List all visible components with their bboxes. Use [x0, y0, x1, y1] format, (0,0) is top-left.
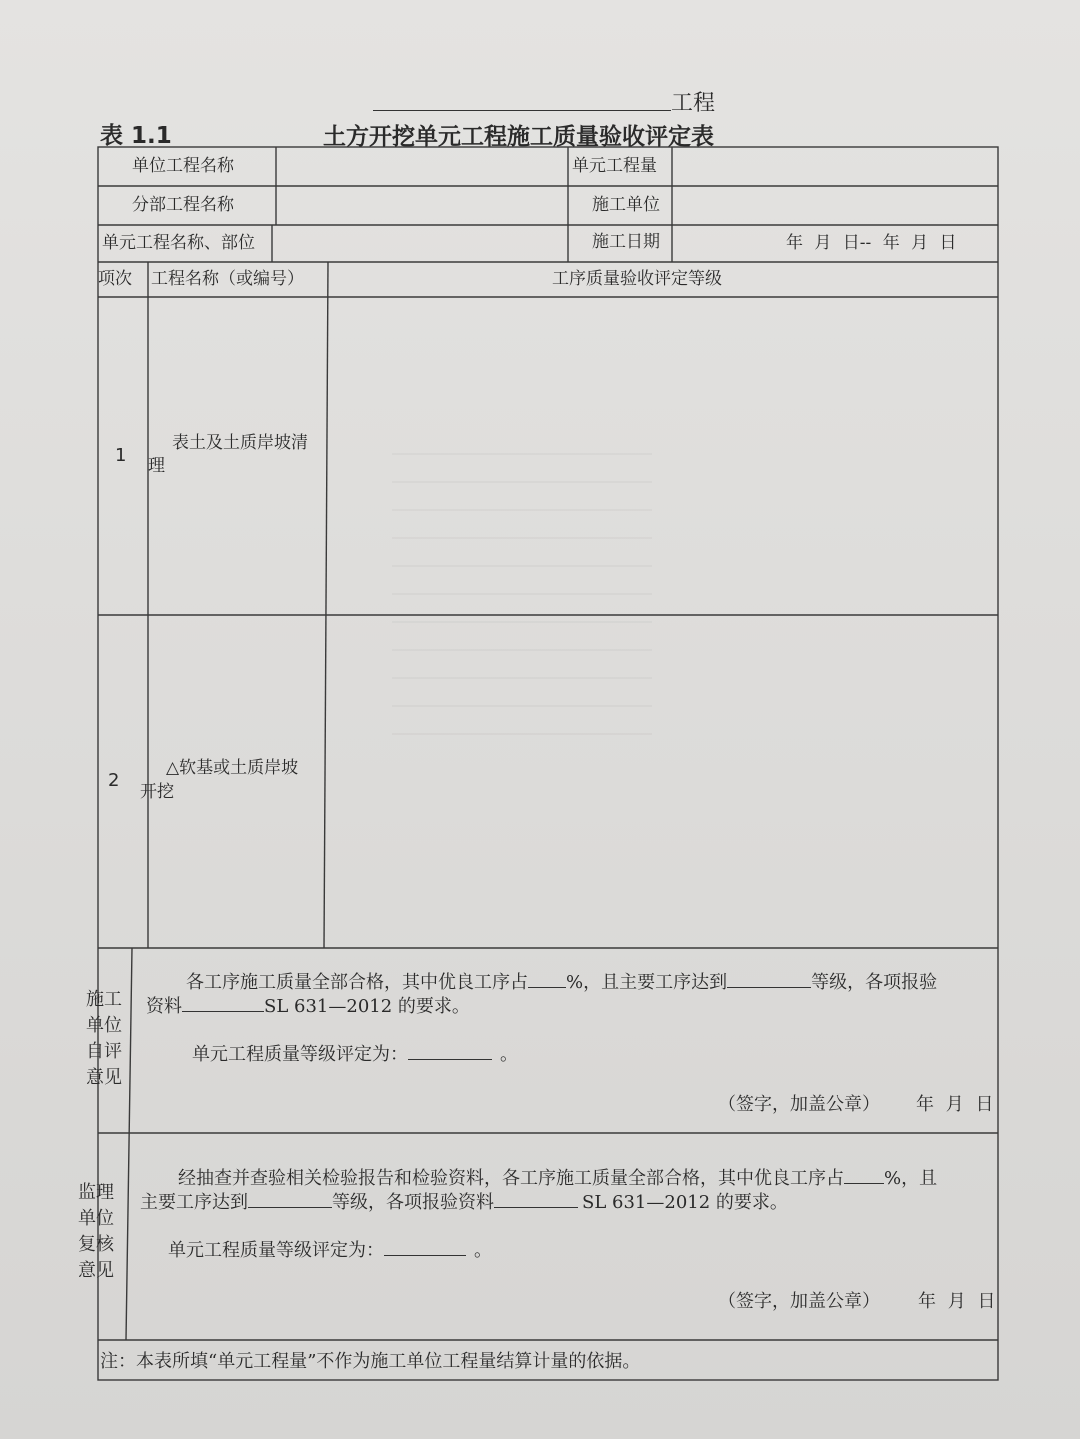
- row-1-name-line1: 表土及土质岸坡清: [172, 433, 308, 453]
- label-construction-date: 施工日期: [592, 232, 660, 252]
- col-item-name: 工程名称（或编号）: [151, 269, 304, 289]
- supervision-line2: 主要工序达到 等级，各项报验资料 SL 631—2012 的要求。: [140, 1189, 788, 1216]
- col-item-no: 项次: [98, 269, 132, 289]
- row-1-number: 1: [115, 445, 127, 466]
- row-2-name-line1: △软基或土质岸坡: [166, 758, 299, 778]
- row-2-number: 2: [108, 770, 120, 791]
- row-2-name-line2: 开挖: [140, 782, 174, 802]
- main-process-grade-blank[interactable]: [727, 969, 811, 988]
- self-eval-sign: （签字，加盖公章）: [718, 1094, 880, 1115]
- project-name-blank[interactable]: [373, 92, 671, 111]
- label-unit-quantity: 单元工程量: [572, 156, 657, 176]
- report-materials-blank[interactable]: [182, 993, 264, 1012]
- row-1-name-line2: 理: [148, 456, 165, 476]
- self-eval-line2: 资料 SL 631—2012 的要求。: [146, 993, 470, 1020]
- supervision-date: 年 月 日: [918, 1291, 996, 1312]
- excellent-percent-blank[interactable]: [528, 969, 566, 988]
- supervision-sign: （签字，加盖公章）: [718, 1291, 880, 1312]
- self-eval-line3: 单元工程质量等级评定为： 。: [192, 1041, 518, 1068]
- quality-grade-blank[interactable]: [408, 1041, 492, 1060]
- table-number: 表 1.1: [100, 123, 172, 149]
- evaluation-form: [62, 145, 1000, 1383]
- label-element-name-location: 单元工程名称、部位: [102, 233, 255, 253]
- footer-note: 注：本表所填“单元工程量”不作为施工单位工程量结算计量的依据。: [100, 1351, 641, 1372]
- self-eval-line1: 各工序施工质量全部合格，其中优良工序占 %，且主要工序达到 等级，各项报验: [186, 969, 937, 996]
- supervision-label: 监理 单位 复核 意见: [78, 1182, 114, 1281]
- self-eval-label: 施工 单位 自评 意见: [86, 989, 122, 1088]
- sup-excellent-percent-blank[interactable]: [844, 1165, 884, 1184]
- supervision-line1: 经抽查并查验相关检验报告和检验资料，各工序施工质量全部合格，其中优良工序占 %，且: [178, 1165, 937, 1192]
- sup-report-materials-blank[interactable]: [494, 1189, 578, 1208]
- form-title: 土方开挖单元工程施工质量验收评定表: [323, 124, 714, 150]
- faint-show-through: [392, 445, 652, 735]
- label-unit-project-name: 单位工程名称: [132, 156, 234, 176]
- construction-date-range: 年 月 日-- 年 月 日: [786, 233, 957, 253]
- sup-main-process-grade-blank[interactable]: [248, 1189, 332, 1208]
- project-suffix: 工程: [671, 91, 716, 116]
- self-eval-date: 年 月 日: [916, 1094, 994, 1115]
- label-construction-unit: 施工单位: [592, 195, 660, 215]
- col-grade: 工序质量验收评定等级: [552, 269, 722, 289]
- supervision-line3: 单元工程质量等级评定为： 。: [168, 1237, 492, 1264]
- label-sub-project-name: 分部工程名称: [132, 195, 234, 215]
- sup-quality-grade-blank[interactable]: [384, 1237, 466, 1256]
